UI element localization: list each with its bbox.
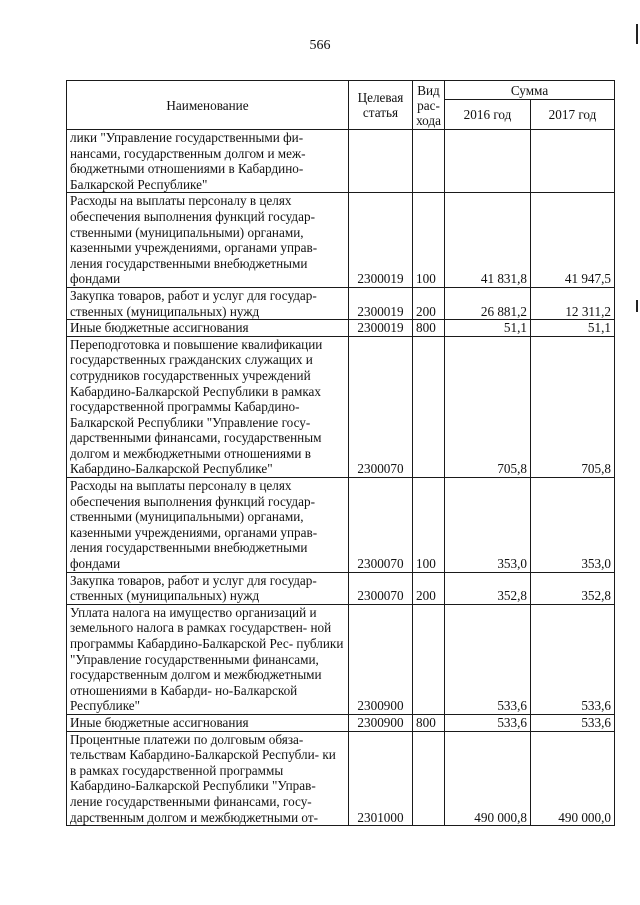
row-kind: 100 (413, 193, 445, 288)
row-sum-2016 (445, 130, 531, 193)
row-name: Закупка товаров, работ и услуг для государ- ственных (муниципальных) нужд (67, 287, 349, 319)
header-year-2016: 2016 год (445, 100, 531, 130)
row-kind: 100 (413, 478, 445, 573)
row-sum-2016: 41 831,8 (445, 193, 531, 288)
budget-table (66, 80, 615, 826)
header-kind: Вид рас- хода (413, 81, 445, 130)
row-sum-2017: 51,1 (531, 320, 615, 337)
row-code: 2300019 (349, 320, 413, 337)
row-name: Расходы на выплаты персоналу в целях обеспечения выполнения функций государ- ственными (муниципальными) органами, казенными учреждениями, органами управ- ления государственными внебюджетными фондами (67, 193, 349, 288)
row-sum-2016: 353,0 (445, 478, 531, 573)
row-code: 2300070 (349, 572, 413, 604)
scan-edge-mark (636, 300, 638, 312)
table-row (67, 714, 615, 731)
row-kind: 200 (413, 572, 445, 604)
row-sum-2017: 490 000,0 (531, 731, 615, 826)
row-sum-2016: 51,1 (445, 320, 531, 337)
row-sum-2016: 352,8 (445, 572, 531, 604)
page-number: 566 (309, 38, 331, 53)
table-row (67, 130, 615, 193)
table-row (67, 193, 615, 288)
row-name: лики "Управление государственными фи- нансами, государственным долгом и меж- бюджетными отношениями в Кабардино- Балкарской Республике" (67, 130, 349, 193)
row-name: Иные бюджетные ассигнования (67, 714, 349, 731)
row-sum-2017: 353,0 (531, 478, 615, 573)
row-sum-2016: 533,6 (445, 604, 531, 714)
scan-edge-mark (636, 24, 638, 44)
row-kind (413, 604, 445, 714)
row-sum-2017: 41 947,5 (531, 193, 615, 288)
row-sum-2017: 12 311,2 (531, 287, 615, 319)
row-name: Переподготовка и повышение квалификации государственных гражданских служащих и сотрудников государственных учреждений Кабардино-Балкарской Республики в рамках государственной программы Кабардино- Балкарской Республики "Управление госу- дарственными финансами, государственным долгом и межбюджетными отношениями в Кабардино-Балкарской Республике" (67, 336, 349, 477)
table-row (67, 320, 615, 337)
row-kind: 200 (413, 287, 445, 319)
table-row (67, 478, 615, 573)
row-code: 2300070 (349, 478, 413, 573)
header-year-2017: 2017 год (531, 100, 615, 130)
row-sum-2017 (531, 130, 615, 193)
row-sum-2016: 26 881,2 (445, 287, 531, 319)
row-sum-2017: 352,8 (531, 572, 615, 604)
row-sum-2016: 533,6 (445, 714, 531, 731)
row-code: 2300019 (349, 287, 413, 319)
row-name: Уплата налога на имущество организаций и земельного налога в рамках государствен- ной программы Кабардино-Балкарской Рес- публики "Управление государственными финансами, государственным долгом и межбюджетными отношениями в Кабарди- но-Балкарской Республике" (67, 604, 349, 714)
header-sum: Сумма (445, 81, 615, 100)
row-code (349, 130, 413, 193)
row-sum-2016: 490 000,8 (445, 731, 531, 826)
row-name: Иные бюджетные ассигнования (67, 320, 349, 337)
row-sum-2016: 705,8 (445, 336, 531, 477)
row-kind: 800 (413, 320, 445, 337)
row-sum-2017: 705,8 (531, 336, 615, 477)
row-kind (413, 336, 445, 477)
row-sum-2017: 533,6 (531, 604, 615, 714)
row-name: Процентные платежи по долговым обяза- тельствам Кабардино-Балкарской Республи- ки в рамках государственной программы Кабардино-Балкарской Республики "Управ- ление государственными финансами, госу- дарственным долгом и межбюджетными от- (67, 731, 349, 826)
row-name: Закупка товаров, работ и услуг для государ- ственных (муниципальных) нужд (67, 572, 349, 604)
row-name: Расходы на выплаты персоналу в целях обеспечения выполнения функций государ- ственными (муниципальными) органами, казенными учреждениями, органами управ- ления государственными внебюджетными фондами (67, 478, 349, 573)
table-row (67, 336, 615, 477)
row-code: 2300019 (349, 193, 413, 288)
row-code: 2300900 (349, 604, 413, 714)
table-row (67, 604, 615, 714)
row-code: 2300070 (349, 336, 413, 477)
header-name: Наименование (67, 81, 349, 130)
row-code: 2300900 (349, 714, 413, 731)
table-row (67, 572, 615, 604)
table-row (67, 287, 615, 319)
row-kind (413, 130, 445, 193)
row-code: 2301000 (349, 731, 413, 826)
row-kind: 800 (413, 714, 445, 731)
row-sum-2017: 533,6 (531, 714, 615, 731)
table-row (67, 731, 615, 826)
header-code: Целевая статья (349, 81, 413, 130)
row-kind (413, 731, 445, 826)
